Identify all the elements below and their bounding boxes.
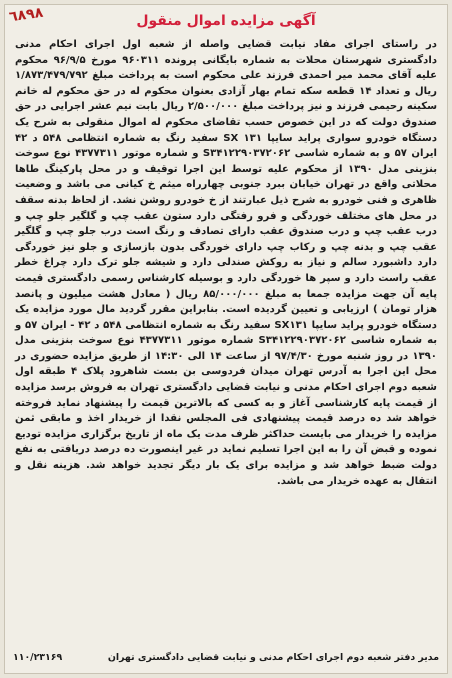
handwritten-note: ٦٨٩٨ — [8, 4, 45, 26]
notice-footer — [13, 649, 439, 665]
notice-paragraph: در راستای اجرای مفاد نیابت قضایی واصله از شعبه اول اجرای احکام مدنی دادگستری شهرستان محلات به شماره بایگانی پرونده ۹۶۰۳۱۱ مورخ ۹۶/۹/۵ محکوم علیه آقای محمد میر احمدی فرزند علی محکوم است به پرداخت مبلغ ۱/۸۷۳/۴۷۹/۷۹۲ ریال و تعداد ۱۴ قطعه سکه تمام بهار آزادی بعنوان محکوم له در حق محکوم له خانم سکینه رحیمی فرزند و نیز پرداخت مبلغ ۲/۵۰۰/۰۰۰ ریال بابت نیم عشر اجرایی در حق صندوق دولت که در این خصوص حسب تقاضای محکوم له اموال منقولی به شرح یک دستگاه خودرو سواری پراید سایپا ۱۳۱ SX سفید رنگ به شماره انتظامی ۵۴۸ د ۴۲ ایران ۵۷ و به شماره شاسی S۳۴۱۲۲۹۰۳۷۲۰۶۲ و شماره موتور ۴۳۷۷۳۱۱ نوع سوخت بنزینی مدل ۱۳۹۰ از محکوم علیه توسط این اجرا توقیف و در محل پارکینگ طاها محلاتی واقع در تهران خیابان ببرد جنوبی چهارراه میثم خ کیانی می باشد و وضعیت ظاهری و فنی خودرو به شرح ذیل عبارتند از خ خودرو روشن نشد. از لحاظ بدنه سقف در محل های مختلف خوردگی و فرو رفتگی دارد ستون عقب چپ و گلگیر جلو چپ و درب عقب چپ و درب صندوق عقب دارای تصادف و رنگ است درب جلو چپ و گلگیر عقب چپ و بدنه چپ و رکاب چپ دارای خوردگی بدون بازسازی و جلو نیز خوردگی دارد داشبورد سالم و نیاز به روکش صندلی دارد و شیشه جلو ترک دارد چراغ خطر عقب راست دارد و سپر ها خوردگی دارد و بوسیله کارشناس رسمی دادگستری قیمت پایه آن جهت مزایده جمعا به مبلغ ۸۵/۰۰۰/۰۰۰ ریال ( معادل هشت میلیون و پانصد هزار تومان ) ارزیابی و تعیین گردیده است. بنابراین مقرر گردید مال مورد مزایده یک دستگاه خودرو پراید سایپا SX۱۳۱ سفید رنگ به شماره انتظامی ۵۴۸ د ۴۲ - ایران ۵۷ و به شماره شاسی S۳۴۱۲۲۹۰۳۷۲۰۶۲ شماره موتور ۴۳۷۷۳۱۱ نوع سوخت بنزینی مدل ۱۳۹۰ در روز شنبه مورخ ۹۷/۴/۳۰ از ساعت ۱۴ الی ۱۴:۳۰ از طریق مزایده حضوری در محل این اجرا به آدرس تهران میدان فردوسی بن بست شاهرود پلاک ۴ طبقه اول شعبه دوم اجرای احکام مدنی و نیابت قضایی دادگستری تهران به فروش برسد مزایده از قیمت پایه کارشناسی آغاز و به کسی که بالاترین قیمت را پیشنهاد نماید فروخته خواهد شد ده درصد قیمت پیشنهادی فی المجلس نقدا از خریدار اخذ و مابقی ثمن مزایده را خریدار می بایست حداکثر ظرف مدت یک ماه از تاریخ برگزاری مزایده تودیع نموده و قبض آن را به این اجرا تسلیم نماید در غیر اینصورت ده درصد دریافتی به نفع دولت ضبط خواهد شد و مزایده برای یک بار دیگر تجدید خواهد شد. هزینه نقل و انتقال به عهده خریدار می باشد. — [15, 39, 438, 487]
footer-signature: مدیر دفتر شعبه دوم اجرای احکام مدنی و نیابت قضایی دادگستری تهران — [107, 651, 439, 663]
newspaper-clipping — [4, 4, 448, 674]
notice-title: آگهی مزایده اموال منقول — [136, 13, 316, 29]
notice-body — [15, 37, 437, 489]
footer-reference: ۱۱۰/۲۳۱۶۹ — [13, 651, 63, 663]
